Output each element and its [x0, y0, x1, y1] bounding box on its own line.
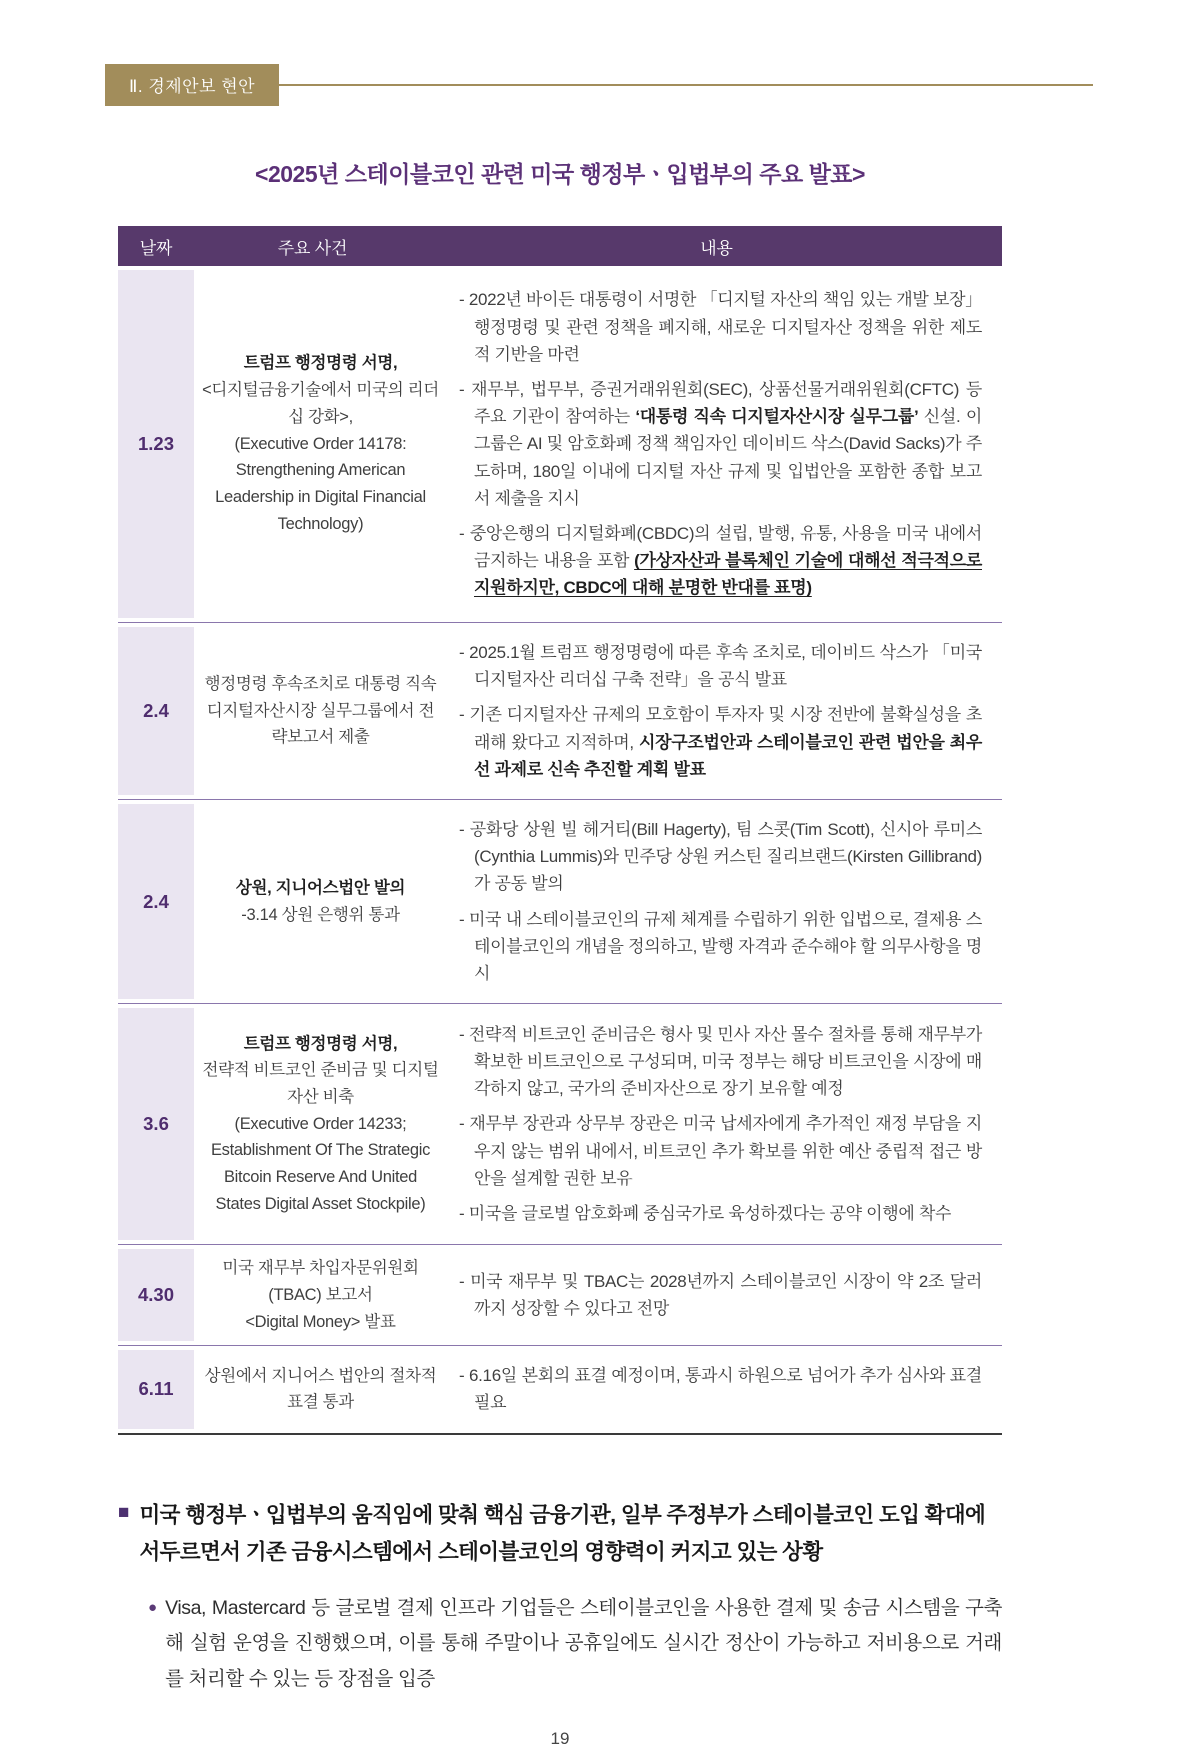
event-text: -3.14 상원 은행위 통과 — [241, 905, 400, 924]
event-cell — [194, 1346, 447, 1432]
bullet-dash: - — [459, 290, 469, 310]
content-bullet — [459, 816, 982, 898]
content-text: 공화당 상원 빌 헤거티(Bill Hagerty), 팀 스콧(Tim Scott), 신시아 루미스 (Cynthia Lummis)와 민주당 상원 커스틴 질리브랜드(Kirsten Gillibrand)가 공동 발의 — [469, 819, 982, 894]
content-bullet — [459, 1021, 982, 1103]
date-value: 3.6 — [143, 1113, 169, 1135]
event-cell — [194, 800, 447, 1003]
content-bullet — [459, 639, 982, 693]
date-cell — [118, 266, 194, 622]
content-text: 신설. 이 그룹은 AI 및 암호화폐 정책 책임자인 데이비드 삭스(David Sacks)가 주도하며, 180일 이내에 디지털 자산 규제 및 입법안을 포함한 종합 보고서 제출을 지시 — [474, 407, 983, 508]
content-cell — [447, 1004, 1002, 1244]
content-cell — [447, 1245, 1002, 1345]
content-bullet — [459, 286, 982, 368]
content-bullet — [459, 1200, 982, 1227]
content-cell — [447, 800, 1002, 1003]
content-text: 재무부 장관과 상무부 장관은 미국 납세자에게 추가적인 재정 부담을 지우지 않는 범위 내에서, 비트코인 추가 확보를 위한 예산 중립적 접근 방안을 설계할 권한 보유 — [469, 1114, 982, 1188]
event-cell — [194, 623, 447, 799]
table-body — [118, 266, 1002, 1433]
note-text: Visa, Mastercard 등 글로벌 결제 인프라 기업들은 스테이블코인을 사용한 결제 및 송금 시스템을 구축해 실험 운영을 진행했으며, 이를 통해 주말이나 공휴일에도 실시간 정산이 가능하고 저비용으로 거래를 처리할 수 있는 등 장점을 입증 — [165, 1596, 1002, 1690]
column-header-date: 날짜 — [139, 238, 173, 258]
column-header-event: 주요 사건 — [277, 238, 348, 258]
bullet-dash: - — [459, 523, 470, 543]
announcements-table — [118, 226, 1002, 1435]
content-text: 미국 재무부 및 TBAC는 2028년까지 스테이블코인 시장이 약 2조 달러까지 성장할 수 있다고 전망 — [470, 1271, 982, 1319]
event-text: (Executive Order 14178: Strengthening American Leadership in Digital Financial Technology) — [215, 434, 426, 533]
event-text: 행정명령 후속조치로 대통령 직속 디지털자산시장 실무그룹에서 전략보고서 제출 — [204, 674, 437, 747]
section-divider-line — [279, 84, 1093, 86]
content-bullet — [459, 906, 982, 988]
date-value: 6.11 — [138, 1378, 174, 1400]
content-text: 2025.1월 트럼프 행정명령에 따른 후속 조치로, 데이비드 삭스가 「미국 디지털자산 리더십 구축 전략」을 공식 발표 — [469, 643, 982, 690]
date-cell — [118, 800, 194, 1003]
date-cell — [118, 623, 194, 799]
bullet-dash: - — [459, 705, 470, 725]
content-bullet — [459, 1110, 982, 1192]
content-cell — [447, 623, 1002, 799]
event-text: 상원에서 지니어스 법안의 절차적 표결 통과 — [204, 1366, 437, 1412]
event-cell — [194, 266, 447, 622]
content-text: 미국을 글로벌 암호화폐 중심국가로 육성하겠다는 공약 이행에 착수 — [468, 1204, 952, 1224]
bullet-dash: - — [459, 1024, 469, 1044]
content-cell — [447, 266, 1002, 622]
section-header — [105, 0, 1093, 106]
content-text: 미국 내 스테이블코인의 규제 체계를 수립하기 위한 입법으로, 결제용 스테이블코인의 개념을 정의하고, 발행 자격과 준수해야 할 의무사항을 명시 — [468, 909, 982, 983]
date-value: 2.4 — [143, 699, 169, 721]
event-cell — [194, 1004, 447, 1244]
table-row — [118, 622, 1002, 799]
bullet-dash: - — [459, 819, 470, 839]
date-cell — [118, 1346, 194, 1432]
circle-bullet-icon: ● — [148, 1598, 158, 1616]
date-cell — [118, 1004, 194, 1244]
date-cell — [118, 1245, 194, 1345]
square-bullet-icon: ■ — [118, 1501, 130, 1523]
event-text: 트럼프 행정명령 서명, — [243, 354, 398, 373]
table-row — [118, 1003, 1002, 1244]
content-text: 전략적 비트코인 준비금은 형사 및 민사 자산 몰수 절차를 통해 재무부가 확보한 비트코인으로 구성되며, 미국 정부는 해당 비트코인을 시장에 매각하지 않고, 국가의 준비자산으로 장기 보유할 예정 — [468, 1024, 982, 1099]
bullet-dash: - — [459, 643, 470, 662]
date-value: 4.30 — [137, 1284, 174, 1306]
table-row — [118, 1244, 1002, 1345]
content-text: 중앙은행의 디지털화폐(CBDC)의 설립, 발행, 유통, 사용을 미국 내에서 금지하는 내용을 포함 — [469, 523, 982, 571]
table-header-row — [118, 226, 1002, 266]
event-text: 미국 재무부 차입자문위원회 (TBAC) 보고서 — [222, 1259, 419, 1304]
content-cell — [447, 1346, 1002, 1432]
table-row — [118, 799, 1002, 1003]
date-value: 1.23 — [137, 433, 174, 454]
event-cell — [194, 1245, 447, 1345]
bullet-dash: - — [459, 1271, 471, 1291]
bullet-dash: - — [459, 1366, 469, 1386]
note-item — [148, 1591, 1002, 1697]
date-value: 2.4 — [143, 890, 169, 912]
content-bullet — [459, 376, 982, 512]
page-number: 19 — [550, 1728, 570, 1748]
note-item — [118, 1497, 1002, 1571]
event-text: 상원, 지니어스법안 발의 — [235, 878, 406, 897]
content-text: 6.16일 본회의 표결 예정이며, 통과시 하원으로 넘어가 추가 심사와 표결 필요 — [468, 1366, 982, 1413]
content-bullet — [459, 701, 982, 783]
table-row — [118, 266, 1002, 622]
table-row — [118, 1345, 1002, 1432]
event-text: 트럼프 행정명령 서명, — [243, 1034, 398, 1053]
column-header-content: 내용 — [700, 238, 733, 258]
bullet-dash: - — [459, 909, 469, 929]
content-bullet — [459, 1268, 982, 1322]
section-badge: Ⅱ. 경제안보 현안 — [105, 64, 279, 106]
content-text: 2022년 바이든 대통령이 서명한 「디지털 자산의 책임 있는 개발 보장」 행정명령 및 관련 정책을 폐지해, 새로운 디지털자산 정책을 위한 제도적 기반을 마련 — [468, 290, 982, 364]
bullet-dash: - — [459, 1204, 469, 1224]
content-text: 시장구조법안과 스테이블코인 관련 법안을 최우선 과제로 신속 추진할 계획 발표 — [474, 732, 982, 779]
bullet-dash: - — [459, 380, 472, 400]
note-text: 미국 행정부ㆍ입법부의 움직임에 맞춰 핵심 금융기관, 일부 주정부가 스테이블코인 도입 확대에 서두르면서 기존 금융시스템에서 스테이블코인의 영향력이 커지고 있는 상황 — [139, 1502, 986, 1564]
event-text: <디지털금융기술에서 미국의 리더십 강화>, — [202, 381, 439, 426]
content-bullet — [459, 1362, 982, 1416]
content-text: 재무부, 법무부, 증권거래위원회(SEC), 상품선물거래위원회(CFTC) 등 주요 기관이 참여하는 — [471, 380, 982, 427]
event-text: (Executive Order 14233; Establishment Of The Strategic Bitcoin Reserve And United States Digital Asset Stockpile) — [210, 1114, 431, 1213]
content-text: 기존 디지털자산 규제의 모호함이 투자자 및 시장 전반에 불확실성을 초래해 왔다고 지적하며, — [469, 705, 982, 752]
content-text: ‘대통령 직속 디지털자산시장 실무그룹’ — [635, 407, 919, 427]
content-bullet — [459, 520, 982, 602]
notes-section — [118, 1497, 1002, 1697]
event-text: <Digital Money> 발표 — [245, 1312, 396, 1331]
page-title: <2025년 스테이블코인 관련 미국 행정부ㆍ입법부의 주요 발표> — [255, 161, 865, 187]
content-text: (가상자산과 블록체인 기술에 대해선 적극적으로 지원하지만, CBDC에 대해 분명한 반대를 표명) — [474, 551, 982, 598]
bullet-dash: - — [459, 1114, 470, 1134]
event-text: 전략적 비트코인 준비금 및 디지털자산 비축 — [202, 1061, 439, 1106]
